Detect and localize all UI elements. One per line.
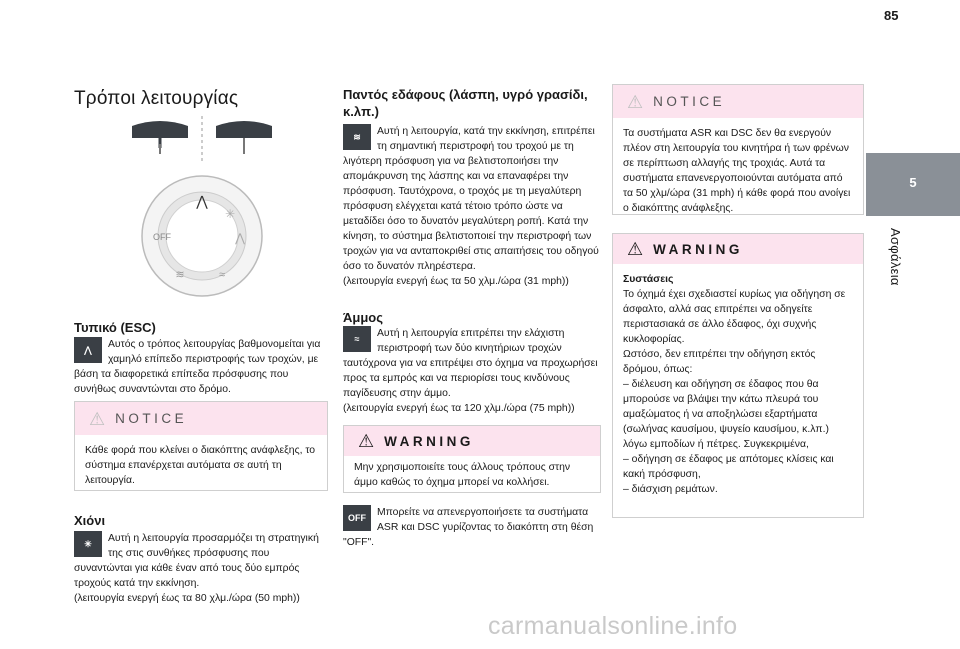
car-esc-icon: ⋀: [74, 337, 102, 363]
notice-box: ⚠ NOTICE Τα συστήματα ASR και DSC δεν θα ενεργούν πλέον στη λειτουργία του κινητήρα ή των φρένων σε περίπτωση αλλαγής της τροχιάς. Αυτά τα συστήματα επανενεργοποιούνται αυτόματα από τα 50 χλμ/ώρα (31 mph) ή κάθε φορά που ανοίγει ο διακόπτης ανάφλεξης.: [612, 84, 864, 215]
svg-text:✳: ✳: [224, 207, 236, 221]
esc-off-icon: OFF: [343, 505, 371, 531]
svg-text:OFF: OFF: [153, 232, 171, 242]
svg-text:≋: ≋: [175, 269, 185, 281]
heading-snow: Χιόνι: [74, 513, 106, 528]
warning-triangle-icon: ⚠: [358, 431, 375, 451]
sand-icon: ≈: [343, 326, 371, 352]
paragraph-mud: ≋ Αυτή η λειτουργία, κατά την εκκίνηση, επιτρέπει τη σημαντική περιστροφή του τροχού με τη λιγότερη πρόσφυση για να βελτιστοποιήσει την απομάκρυνση της λάσπης και να επαναφέρει την πρόσφυση. Ταυτόχρονα, ο τροχός με τη μεγαλύτερη πρόσφυση ελέγχεται κατά τέτοιο τρόπο ώστε να μεταδίδει όσο το δυνατόν μεγαλύτερη ροπή. Κατά την κίνηση, το σύστημα βελτιστοποιεί την περιστροφή των τροχών για να ανταποκριθεί στις απαιτήσεις του οδηγού όσο το δυνατόν πληρέστερα. (λειτουργία ενεργή έως τα 50 χλμ./ώρα (31 mph)): [343, 126, 599, 287]
steering-wheel-icon-left: [132, 121, 188, 154]
section-title: Τρόποι λειτουργίας: [74, 88, 239, 109]
paragraph-off: OFF Μπορείτε να απενεργοποιήσετε τα συστήματα ASR και DSC γυρίζοντας το διακόπτη στη θέση "OFF".: [343, 507, 594, 548]
warning-box: ⚠ WARNING Συστάσεις Το όχημά έχει σχεδιαστεί κυρίως για οδήγηση σε άσφαλτο, αλλά σας επιτρέπει να οδηγείτε περιστασιακά σε άλλο έδαφος, όχι συχνής κυκλοφορίας. Ωστόσο, δεν επιτρέπει την οδήγηση εκτός δρόμου, όπως: – διέλευση και οδήγηση σε έδαφος που θα μπορούσε να βλάψει την κάτω πλευρά του αμαξώματος ή να αποξηλώσει εξαρτήματα (σωλήνας καυσίμου, ψυγείο καυσίμου, κ.λπ.) λόγω εμποδίων ή πέτρες. Συγκεκριμένα, – οδήγηση σε έδαφος με απότομες κλίσεις και κακή πρόσφυση, – διάσχιση ρεμάτων.: [612, 233, 864, 518]
warning-triangle-icon: ⚠: [89, 408, 106, 429]
chapter-tab[interactable]: 5: [866, 153, 960, 216]
chapter-label: Ασφάλεια: [888, 228, 903, 286]
warning-triangle-icon: ⚠: [627, 91, 644, 112]
warning-box: ⚠ WARNING Μην χρησιμοποιείτε τους άλλους τρόπους στην άμμο καθώς το όχημα μπορεί να κολλήσει.: [343, 425, 601, 493]
snowflake-icon: ✳: [74, 531, 102, 557]
heading-sand: Άμμος: [343, 310, 383, 325]
dial-illustration: [102, 108, 302, 308]
svg-text:⋀: ⋀: [235, 231, 245, 245]
page-number: 85: [884, 8, 899, 23]
paragraph-standard: ⋀ Αυτός ο τρόπος λειτουργίας βαθμονομείται για χαμηλό επίπεδο περιστροφής των τροχών, με βάση τα διαφορετικά επίπεδα πρόσφυσης που συνήθως συναντώνται στο δρόμο.: [74, 339, 321, 395]
paragraph-snow: ✳ Αυτή η λειτουργία προσαρμόζει τη στρατηγική της στις συνθήκες πρόσφυσης που συναντώνται για κάθε έναν από τους δύο εμπρός τροχούς κατά την εκκίνηση. (λειτουργία ενεργή έως τα 80 χλμ./ώρα (50 mph)): [74, 533, 319, 604]
warning-triangle-icon: ⚠: [627, 239, 644, 259]
mud-icon: ≋: [343, 124, 371, 150]
watermark: carmanualsonline.info: [488, 612, 738, 640]
steering-wheel-icon-right: [216, 121, 272, 154]
svg-text:⋀: ⋀: [196, 194, 208, 210]
svg-text:≈: ≈: [218, 269, 226, 281]
paragraph-sand: ≈ Αυτή η λειτουργία επιτρέπει την ελάχιστη περιστροφή των δύο κινητήριων τροχών ταυτόχρονα για να επιτρέψει στο όχημα να προχωρήσει προς τα εμπρός και να περιορίσει τους κινδύνους παγίδευσης στην άμμο. (λειτουργία ενεργή έως τα 120 χλμ./ώρα (75 mph)): [343, 328, 598, 414]
heading-standard: Τυπικό (ESC): [74, 320, 156, 335]
notice-box: ⚠ NOTICE Κάθε φορά που κλείνει ο διακόπτης ανάφλεξης, το σύστημα επανέρχεται αυτόματα σε αυτή τη λειτουργία.: [74, 401, 328, 491]
heading-mud: Παντός εδάφους (λάσπη, υγρό γρασίδι, κ.λπ.): [343, 87, 588, 119]
